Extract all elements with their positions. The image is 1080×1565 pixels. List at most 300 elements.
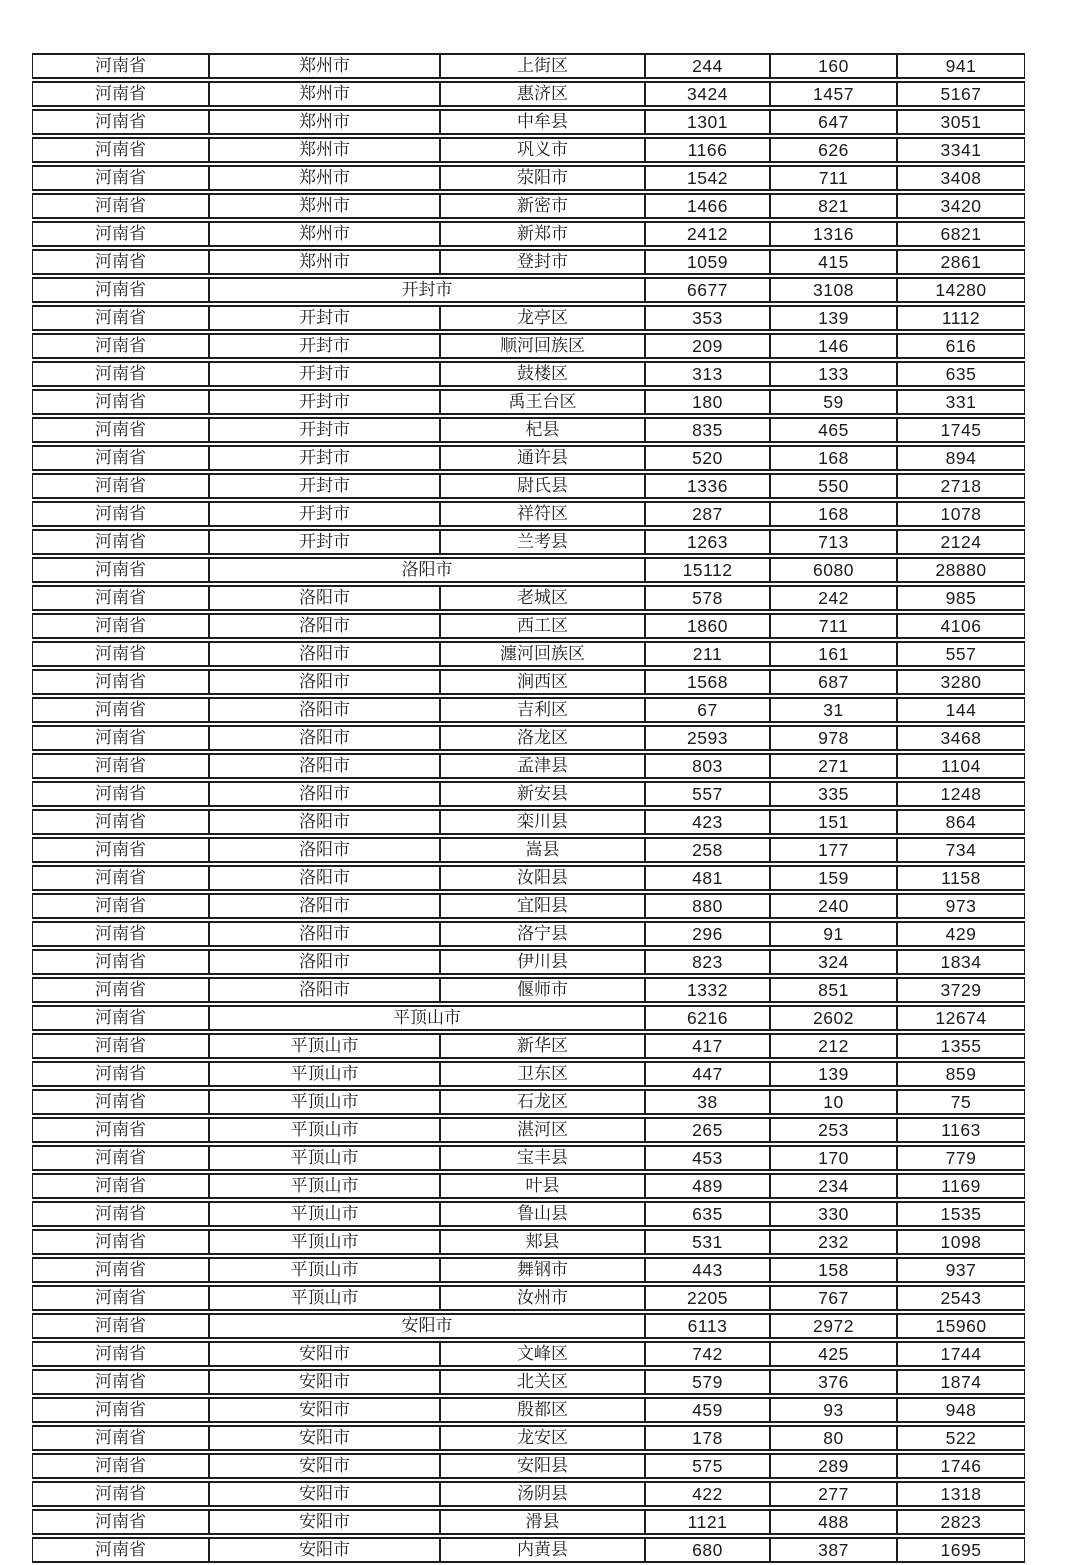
cell-province: 河南省: [32, 809, 209, 835]
table-row: [32, 1005, 1025, 1031]
cell-district: 嵩县: [440, 837, 645, 863]
cell-city: 平顶山市: [209, 1229, 440, 1255]
cell-province: 河南省: [32, 1509, 209, 1535]
cell-province: 河南省: [32, 1313, 209, 1339]
cell-value-2: 151: [770, 809, 897, 835]
cell-value-1: 258: [645, 837, 770, 863]
cell-city: 郑州市: [209, 165, 440, 191]
cell-district: 卫东区: [440, 1061, 645, 1087]
cell-value-3: 12674: [897, 1005, 1025, 1031]
cell-city: 洛阳市: [209, 809, 440, 835]
cell-value-1: 1263: [645, 529, 770, 555]
cell-district: 内黄县: [440, 1537, 645, 1563]
cell-province: 河南省: [32, 613, 209, 639]
table-row: [32, 1089, 1025, 1115]
table-row: [32, 725, 1025, 751]
cell-province: 河南省: [32, 893, 209, 919]
cell-value-1: 531: [645, 1229, 770, 1255]
cell-value-3: 1745: [897, 417, 1025, 443]
cell-value-3: 1355: [897, 1033, 1025, 1059]
table-row: [32, 1257, 1025, 1283]
table-row: [32, 445, 1025, 471]
cell-value-1: 244: [645, 53, 770, 79]
cell-district: 洛龙区: [440, 725, 645, 751]
table-row: [32, 781, 1025, 807]
cell-value-3: 2543: [897, 1285, 1025, 1311]
cell-value-1: 353: [645, 305, 770, 331]
cell-province: 河南省: [32, 949, 209, 975]
cell-value-2: 1316: [770, 221, 897, 247]
cell-value-2: 146: [770, 333, 897, 359]
cell-district: 栾川县: [440, 809, 645, 835]
cell-district: 通许县: [440, 445, 645, 471]
cell-province: 河南省: [32, 1173, 209, 1199]
cell-value-1: 209: [645, 333, 770, 359]
cell-province: 河南省: [32, 1285, 209, 1311]
cell-province: 河南省: [32, 641, 209, 667]
cell-province: 河南省: [32, 977, 209, 1003]
cell-district: 石龙区: [440, 1089, 645, 1115]
cell-province: 河南省: [32, 249, 209, 275]
cell-value-1: 1466: [645, 193, 770, 219]
table-row: [32, 1537, 1025, 1563]
cell-district: 涧西区: [440, 669, 645, 695]
cell-district: 新安县: [440, 781, 645, 807]
cell-value-3: 3420: [897, 193, 1025, 219]
cell-city: 安阳市: [209, 1537, 440, 1563]
cell-city: 平顶山市: [209, 1117, 440, 1143]
cell-value-2: 212: [770, 1033, 897, 1059]
cell-value-3: 616: [897, 333, 1025, 359]
cell-value-1: 2412: [645, 221, 770, 247]
cell-value-2: 177: [770, 837, 897, 863]
cell-district: 西工区: [440, 613, 645, 639]
cell-value-3: 635: [897, 361, 1025, 387]
cell-city: 郑州市: [209, 81, 440, 107]
table-row: [32, 669, 1025, 695]
cell-city: 郑州市: [209, 109, 440, 135]
cell-city: 平顶山市: [209, 1257, 440, 1283]
cell-city: 洛阳市: [209, 585, 440, 611]
cell-value-1: 422: [645, 1481, 770, 1507]
cell-value-3: 3280: [897, 669, 1025, 695]
cell-province: 河南省: [32, 1369, 209, 1395]
cell-value-3: 864: [897, 809, 1025, 835]
cell-value-2: 91: [770, 921, 897, 947]
cell-value-3: 973: [897, 893, 1025, 919]
table-row: [32, 921, 1025, 947]
cell-city: 开封市: [209, 529, 440, 555]
cell-province: 河南省: [32, 1453, 209, 1479]
cell-district: 汤阴县: [440, 1481, 645, 1507]
cell-city: 洛阳市: [209, 613, 440, 639]
cell-value-3: 15960: [897, 1313, 1025, 1339]
cell-value-2: 59: [770, 389, 897, 415]
cell-value-3: 2124: [897, 529, 1025, 555]
cell-province: 河南省: [32, 1229, 209, 1255]
table-row: [32, 501, 1025, 527]
cell-value-3: 1746: [897, 1453, 1025, 1479]
cell-value-1: 823: [645, 949, 770, 975]
cell-value-3: 429: [897, 921, 1025, 947]
cell-district: 孟津县: [440, 753, 645, 779]
cell-value-3: 3729: [897, 977, 1025, 1003]
cell-province: 河南省: [32, 781, 209, 807]
cell-value-3: 1112: [897, 305, 1025, 331]
cell-value-3: 1535: [897, 1201, 1025, 1227]
cell-city: 平顶山市: [209, 1201, 440, 1227]
cell-district: 龙安区: [440, 1425, 645, 1451]
cell-value-1: 38: [645, 1089, 770, 1115]
cell-value-2: 335: [770, 781, 897, 807]
cell-city: 安阳市: [209, 1453, 440, 1479]
cell-value-3: 1874: [897, 1369, 1025, 1395]
table-row: [32, 221, 1025, 247]
cell-city: 洛阳市: [209, 725, 440, 751]
cell-city: 开封市: [209, 417, 440, 443]
cell-value-2: 159: [770, 865, 897, 891]
table-row: [32, 753, 1025, 779]
table-row: [32, 1201, 1025, 1227]
table-row: [32, 417, 1025, 443]
cell-value-2: 415: [770, 249, 897, 275]
cell-province: 河南省: [32, 389, 209, 415]
cell-province: 河南省: [32, 137, 209, 163]
table-row: [32, 473, 1025, 499]
cell-city: 平顶山市: [209, 1285, 440, 1311]
cell-value-2: 2602: [770, 1005, 897, 1031]
cell-province: 河南省: [32, 165, 209, 191]
cell-city: 洛阳市: [209, 921, 440, 947]
cell-district: 鲁山县: [440, 1201, 645, 1227]
cell-district: 洛宁县: [440, 921, 645, 947]
cell-value-1: 742: [645, 1341, 770, 1367]
cell-province: 河南省: [32, 557, 209, 583]
cell-province: 河南省: [32, 1033, 209, 1059]
cell-district: 新郑市: [440, 221, 645, 247]
cell-value-2: 168: [770, 501, 897, 527]
cell-value-3: 1169: [897, 1173, 1025, 1199]
cell-province: 河南省: [32, 921, 209, 947]
table-row: [32, 893, 1025, 919]
cell-value-3: 1078: [897, 501, 1025, 527]
cell-city: 洛阳市: [209, 893, 440, 919]
cell-value-3: 985: [897, 585, 1025, 611]
cell-value-2: 711: [770, 165, 897, 191]
cell-district: 吉利区: [440, 697, 645, 723]
cell-value-1: 680: [645, 1537, 770, 1563]
cell-district: 宝丰县: [440, 1145, 645, 1171]
cell-district: 湛河区: [440, 1117, 645, 1143]
cell-city: 郑州市: [209, 137, 440, 163]
cell-value-1: 6113: [645, 1313, 770, 1339]
table-row: [32, 1481, 1025, 1507]
cell-value-2: 488: [770, 1509, 897, 1535]
cell-district: 鼓楼区: [440, 361, 645, 387]
cell-value-2: 170: [770, 1145, 897, 1171]
table-row: [32, 1425, 1025, 1451]
cell-value-3: 3468: [897, 725, 1025, 751]
table-row: [32, 53, 1025, 79]
cell-city: 平顶山市: [209, 1033, 440, 1059]
cell-province: 河南省: [32, 1145, 209, 1171]
cell-district: 老城区: [440, 585, 645, 611]
cell-province: 河南省: [32, 1397, 209, 1423]
table-row: [32, 109, 1025, 135]
cell-value-2: 232: [770, 1229, 897, 1255]
cell-value-3: 894: [897, 445, 1025, 471]
cell-city-merged: 洛阳市: [209, 557, 645, 583]
cell-city: 安阳市: [209, 1425, 440, 1451]
cell-city: 平顶山市: [209, 1089, 440, 1115]
cell-value-2: 80: [770, 1425, 897, 1451]
cell-district: 惠济区: [440, 81, 645, 107]
cell-value-2: 821: [770, 193, 897, 219]
cell-value-2: 271: [770, 753, 897, 779]
table-row: [32, 641, 1025, 667]
cell-city: 洛阳市: [209, 641, 440, 667]
table-row: [32, 305, 1025, 331]
table-row: [32, 1145, 1025, 1171]
cell-district: 安阳县: [440, 1453, 645, 1479]
cell-district: 荥阳市: [440, 165, 645, 191]
cell-value-3: 3341: [897, 137, 1025, 163]
cell-province: 河南省: [32, 1117, 209, 1143]
cell-value-2: 978: [770, 725, 897, 751]
cell-province: 河南省: [32, 837, 209, 863]
cell-province: 河南省: [32, 193, 209, 219]
cell-province: 河南省: [32, 305, 209, 331]
cell-value-1: 296: [645, 921, 770, 947]
cell-value-2: 31: [770, 697, 897, 723]
cell-district: 文峰区: [440, 1341, 645, 1367]
cell-value-3: 779: [897, 1145, 1025, 1171]
cell-value-3: 1695: [897, 1537, 1025, 1563]
cell-value-3: 75: [897, 1089, 1025, 1115]
table-row: [32, 249, 1025, 275]
cell-province: 河南省: [32, 53, 209, 79]
cell-value-2: 253: [770, 1117, 897, 1143]
cell-province: 河南省: [32, 1425, 209, 1451]
cell-value-3: 734: [897, 837, 1025, 863]
table-row: [32, 165, 1025, 191]
cell-province: 河南省: [32, 1257, 209, 1283]
cell-city: 开封市: [209, 501, 440, 527]
cell-value-3: 859: [897, 1061, 1025, 1087]
cell-value-2: 647: [770, 109, 897, 135]
cell-value-2: 425: [770, 1341, 897, 1367]
cell-district: 巩义市: [440, 137, 645, 163]
cell-value-1: 1301: [645, 109, 770, 135]
cell-province: 河南省: [32, 221, 209, 247]
cell-city: 洛阳市: [209, 753, 440, 779]
cell-city: 平顶山市: [209, 1061, 440, 1087]
cell-district: 龙亭区: [440, 305, 645, 331]
cell-value-3: 4106: [897, 613, 1025, 639]
cell-province: 河南省: [32, 1481, 209, 1507]
table-body: [32, 53, 1025, 1563]
table-row: [32, 1397, 1025, 1423]
cell-province: 河南省: [32, 1061, 209, 1087]
cell-value-1: 1059: [645, 249, 770, 275]
cell-province: 河南省: [32, 109, 209, 135]
cell-district: 郏县: [440, 1229, 645, 1255]
cell-city: 开封市: [209, 389, 440, 415]
cell-value-3: 1318: [897, 1481, 1025, 1507]
table-row: [32, 557, 1025, 583]
cell-province: 河南省: [32, 529, 209, 555]
cell-value-1: 180: [645, 389, 770, 415]
cell-value-2: 550: [770, 473, 897, 499]
cell-value-3: 1163: [897, 1117, 1025, 1143]
cell-city: 洛阳市: [209, 669, 440, 695]
cell-value-1: 211: [645, 641, 770, 667]
region-data-table: [32, 51, 1025, 1565]
cell-value-2: 160: [770, 53, 897, 79]
cell-value-3: 5167: [897, 81, 1025, 107]
cell-value-2: 139: [770, 1061, 897, 1087]
cell-district: 北关区: [440, 1369, 645, 1395]
cell-province: 河南省: [32, 1005, 209, 1031]
cell-value-3: 6821: [897, 221, 1025, 247]
cell-value-1: 1332: [645, 977, 770, 1003]
cell-value-2: 2972: [770, 1313, 897, 1339]
table-row: [32, 1173, 1025, 1199]
cell-value-2: 240: [770, 893, 897, 919]
cell-district: 登封市: [440, 249, 645, 275]
cell-value-2: 1457: [770, 81, 897, 107]
cell-city: 安阳市: [209, 1481, 440, 1507]
cell-province: 河南省: [32, 81, 209, 107]
cell-district: 上街区: [440, 53, 645, 79]
cell-value-1: 313: [645, 361, 770, 387]
cell-value-3: 331: [897, 389, 1025, 415]
cell-city: 洛阳市: [209, 697, 440, 723]
cell-value-3: 2861: [897, 249, 1025, 275]
cell-province: 河南省: [32, 753, 209, 779]
cell-province: 河南省: [32, 473, 209, 499]
cell-value-1: 1568: [645, 669, 770, 695]
table-row: [32, 697, 1025, 723]
cell-district: 新密市: [440, 193, 645, 219]
cell-province: 河南省: [32, 725, 209, 751]
table-row: [32, 1341, 1025, 1367]
table-row: [32, 1285, 1025, 1311]
cell-district: 禹王台区: [440, 389, 645, 415]
cell-value-1: 15112: [645, 557, 770, 583]
cell-value-2: 10: [770, 1089, 897, 1115]
cell-value-1: 1336: [645, 473, 770, 499]
cell-province: 河南省: [32, 1089, 209, 1115]
table-row: [32, 809, 1025, 835]
cell-value-2: 6080: [770, 557, 897, 583]
table-row: [32, 585, 1025, 611]
cell-value-3: 937: [897, 1257, 1025, 1283]
cell-value-2: 687: [770, 669, 897, 695]
cell-value-1: 575: [645, 1453, 770, 1479]
cell-province: 河南省: [32, 669, 209, 695]
table-row: [32, 333, 1025, 359]
cell-value-2: 158: [770, 1257, 897, 1283]
cell-value-1: 635: [645, 1201, 770, 1227]
cell-value-1: 459: [645, 1397, 770, 1423]
cell-value-2: 376: [770, 1369, 897, 1395]
cell-province: 河南省: [32, 277, 209, 303]
cell-value-1: 3424: [645, 81, 770, 107]
cell-value-1: 489: [645, 1173, 770, 1199]
cell-province: 河南省: [32, 697, 209, 723]
cell-city: 洛阳市: [209, 865, 440, 891]
cell-value-2: 713: [770, 529, 897, 555]
table-row: [32, 1453, 1025, 1479]
table-row: [32, 81, 1025, 107]
cell-value-2: 168: [770, 445, 897, 471]
cell-city: 平顶山市: [209, 1173, 440, 1199]
cell-city: 平顶山市: [209, 1145, 440, 1171]
cell-value-1: 578: [645, 585, 770, 611]
cell-value-2: 234: [770, 1173, 897, 1199]
table-row: [32, 137, 1025, 163]
table-row: [32, 837, 1025, 863]
cell-value-1: 520: [645, 445, 770, 471]
cell-value-1: 803: [645, 753, 770, 779]
cell-value-2: 3108: [770, 277, 897, 303]
table-row: [32, 977, 1025, 1003]
cell-city: 洛阳市: [209, 949, 440, 975]
cell-district: 叶县: [440, 1173, 645, 1199]
cell-value-1: 453: [645, 1145, 770, 1171]
cell-district: 滑县: [440, 1509, 645, 1535]
table-row: [32, 1033, 1025, 1059]
cell-district: 瀍河回族区: [440, 641, 645, 667]
cell-district: 舞钢市: [440, 1257, 645, 1283]
cell-value-1: 6216: [645, 1005, 770, 1031]
cell-district: 祥符区: [440, 501, 645, 527]
cell-city: 郑州市: [209, 53, 440, 79]
cell-value-1: 1860: [645, 613, 770, 639]
cell-city: 安阳市: [209, 1341, 440, 1367]
cell-value-1: 557: [645, 781, 770, 807]
cell-province: 河南省: [32, 417, 209, 443]
cell-city: 安阳市: [209, 1397, 440, 1423]
table-row: [32, 193, 1025, 219]
cell-value-1: 579: [645, 1369, 770, 1395]
cell-district: 杞县: [440, 417, 645, 443]
table-row: [32, 949, 1025, 975]
table-row: [32, 613, 1025, 639]
cell-value-2: 324: [770, 949, 897, 975]
cell-district: 殷都区: [440, 1397, 645, 1423]
cell-value-1: 265: [645, 1117, 770, 1143]
table-row: [32, 865, 1025, 891]
cell-value-1: 417: [645, 1033, 770, 1059]
cell-value-2: 851: [770, 977, 897, 1003]
cell-value-3: 3408: [897, 165, 1025, 191]
cell-province: 河南省: [32, 865, 209, 891]
cell-value-2: 139: [770, 305, 897, 331]
cell-value-3: 1098: [897, 1229, 1025, 1255]
cell-province: 河南省: [32, 501, 209, 527]
cell-city-merged: 平顶山市: [209, 1005, 645, 1031]
table-row: [32, 529, 1025, 555]
cell-city: 洛阳市: [209, 837, 440, 863]
cell-district: 尉氏县: [440, 473, 645, 499]
cell-district: 宜阳县: [440, 893, 645, 919]
cell-value-3: 1158: [897, 865, 1025, 891]
cell-value-3: 14280: [897, 277, 1025, 303]
cell-value-1: 287: [645, 501, 770, 527]
cell-district: 顺河回族区: [440, 333, 645, 359]
